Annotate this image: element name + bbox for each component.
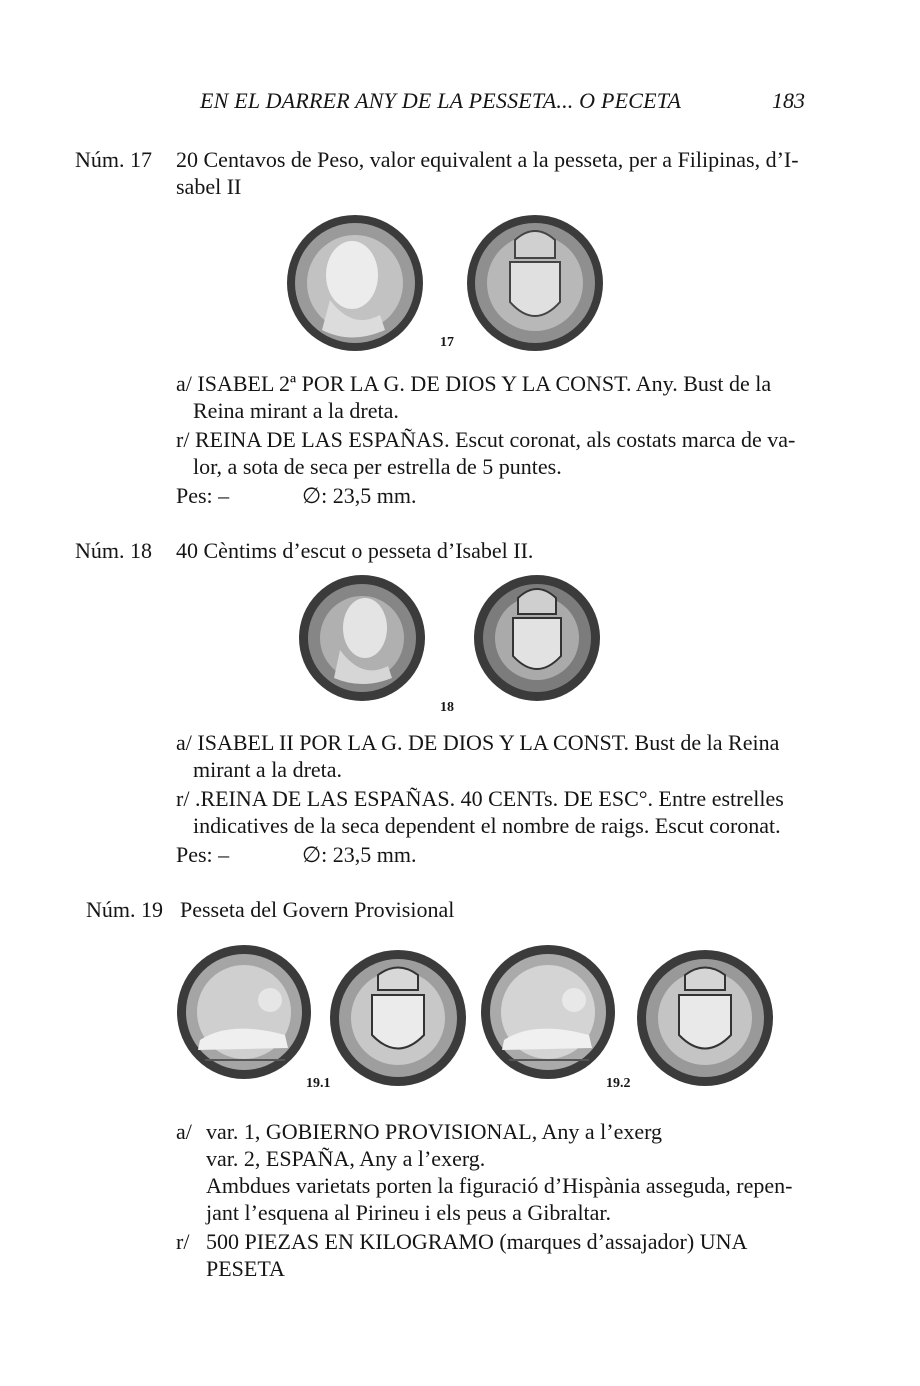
entry-18-line-4: indicatives de la seca dependent el nombre de raigs. Escut coronat. (193, 813, 781, 838)
entry-18-diameter: ∅: 23,5 mm. (302, 842, 417, 867)
entry-18-weight: Pes: – (176, 842, 230, 867)
coin-18-reverse-image (474, 575, 600, 701)
entry-18-number: Núm. 18 (75, 538, 152, 563)
coin-17-reverse-image (467, 215, 603, 351)
entry-17-line-2: Reina mirant a la dreta. (193, 398, 399, 423)
entry-19-a-line-1: var. 1, GOBIERNO PROVISIONAL, Any a l’exerg (206, 1119, 663, 1144)
entry-19-r-label: r/ (176, 1229, 190, 1254)
coin-19-1-caption: 19.1 (306, 1076, 331, 1091)
entry-18-line-3: r/ .REINA DE LAS ESPAÑAS. 40 CENTs. DE ESC°. Entre estrelles (176, 786, 784, 811)
entry-17-line-3: r/ REINA DE LAS ESPAÑAS. Escut coronat, als costats marca de va- (176, 427, 796, 452)
entry-19-r-line-2: PESETA (206, 1256, 285, 1281)
entry-17-title-line-1: 20 Centavos de Peso, valor equivalent a la pesseta, per a Filipinas, d’I- (176, 147, 799, 172)
coin-19-2-caption: 19.2 (606, 1076, 631, 1091)
coin-18-obverse-image (299, 575, 425, 701)
coin-17-obverse-image (287, 215, 423, 351)
entry-19-number: Núm. 19 (86, 897, 163, 922)
coin-19-2-obverse-image (481, 945, 615, 1079)
entry-19-a-line-4: jant l’esquena al Pirineu i els peus a Gibraltar. (206, 1200, 612, 1225)
coin-19-1-obverse-image (177, 945, 311, 1079)
entry-19-a-label: a/ (176, 1119, 192, 1144)
entry-17-diameter: ∅: 23,5 mm. (302, 483, 417, 508)
entry-18-title: 40 Cèntims d’escut o pesseta d’Isabel II. (176, 538, 534, 563)
coin-19-1-reverse-image (330, 950, 466, 1086)
entry-19-title: Pesseta del Govern Provisional (180, 897, 455, 922)
coin-18-caption: 18 (440, 700, 454, 715)
entry-18-line-2: mirant a la dreta. (193, 757, 343, 782)
entry-17-weight: Pes: – (176, 483, 230, 508)
entry-17-line-1: a/ ISABEL 2ª POR LA G. DE DIOS Y LA CONST. Any. Bust de la (176, 371, 772, 396)
entry-19-r-line-1: 500 PIEZAS EN KILOGRAMO (marques d’assajador) UNA (206, 1229, 748, 1254)
entry-17-number: Núm. 17 (75, 147, 152, 172)
entry-18-line-1: a/ ISABEL II POR LA G. DE DIOS Y LA CONST. Bust de la Reina (176, 730, 780, 755)
running-header: EN EL DARRER ANY DE LA PESSETA... O PECETA (200, 88, 682, 113)
entry-17-title-line-2: sabel II (176, 174, 242, 199)
coin-19-2-reverse-image (637, 950, 773, 1086)
entry-17-line-4: lor, a sota de seca per estrella de 5 puntes. (193, 454, 562, 479)
page-number: 183 (772, 88, 805, 113)
entry-19-a-line-2: var. 2, ESPAÑA, Any a l’exerg. (206, 1146, 486, 1171)
coin-17-caption: 17 (440, 335, 454, 350)
entry-19-a-line-3: Ambdues varietats porten la figuració d’Hispània asseguda, repen- (206, 1173, 793, 1198)
